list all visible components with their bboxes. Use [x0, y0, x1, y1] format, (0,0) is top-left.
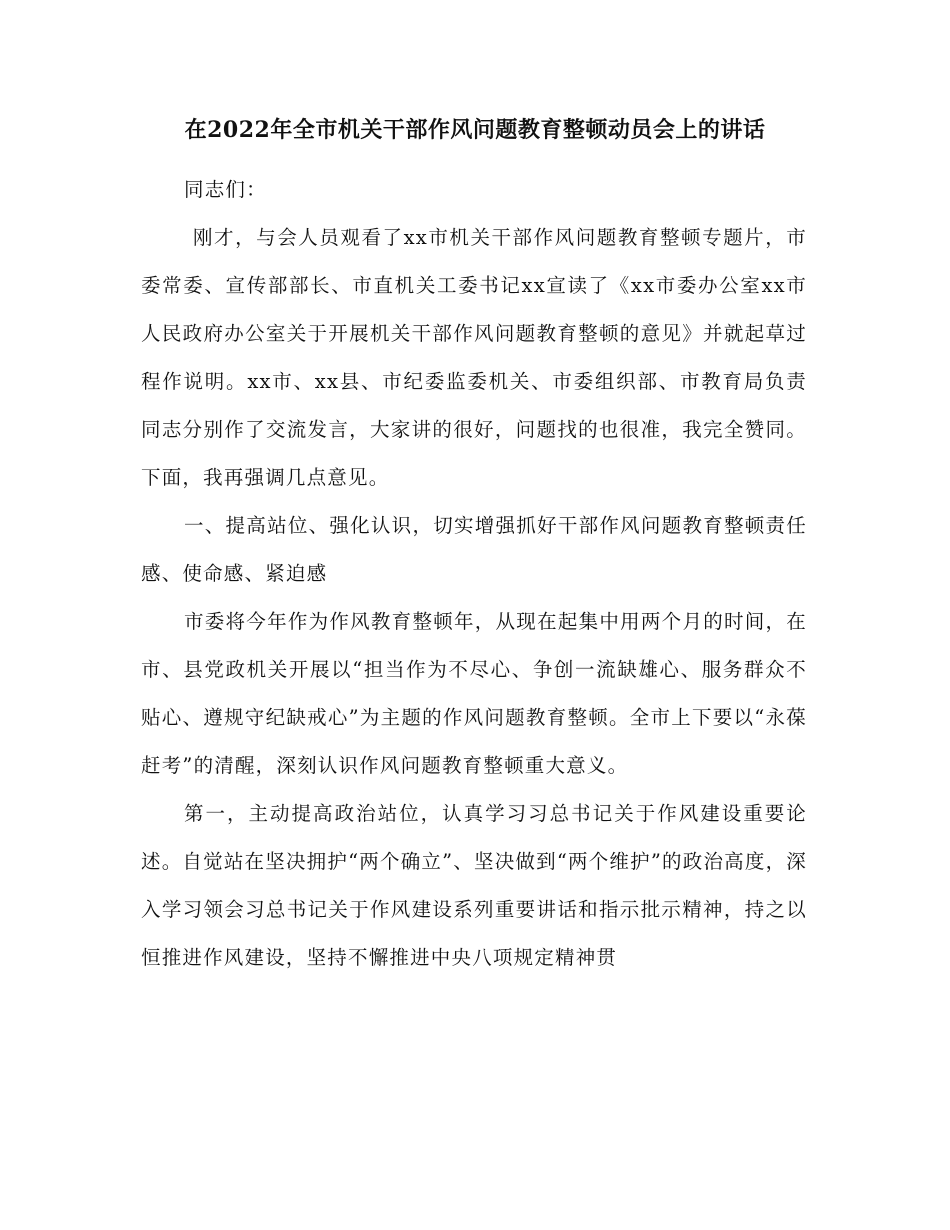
document-body [141, 166, 807, 982]
document-title: 在2022年全市机关干部作风问题教育整顿动员会上的讲话 [184, 117, 766, 143]
paragraph-rectification-year: 市委将今年作为作风教育整顿年，从现在起集中用两个月的时间，在市、县党政机关开展以“担当作为不尽心、争创一流缺雄心、服务群众不贴心、遵规守纪缺戒心”为主题的作风问题教育整顿。全市上下要以“永葆赶考”的清醒，深刻认识作风问题教育整顿重大意义。 [141, 610, 807, 777]
paragraph-first-point: 第一，主动提高政治站位，认真学习习总书记关于作风建设重要论述。自觉站在坚决拥护“两个确立”、坚决做到“两个维护”的政治高度，深入学习领会习总书记关于作风建设系列重要讲话和指示批示精神，持之以恒推进作风建设，坚持不懈推进中央八项规定精神贯 [141, 802, 807, 969]
salutation: 同志们： [184, 178, 267, 201]
paragraph-opening: 刚才，与会人员观看了xx市机关干部作风问题教育整顿专题片，市委常委、宣传部部长、市直机关工委书记xx宣读了《xx市委办公室xx市人民政府办公室关于开展机关干部作风问题教育整顿的意见》并就起草过程作说明。xx市、xx县、市纪委监委机关、市委组织部、市教育局负责同志分别作了交流发言，大家讲的很好，问题找的也很准，我完全赞同。下面，我再强调几点意见。 [141, 226, 807, 489]
section-heading-one: 一、提高站位、强化认识，切实增强抓好干部作风问题教育整顿责任感、使命感、紧迫感 [141, 514, 807, 585]
